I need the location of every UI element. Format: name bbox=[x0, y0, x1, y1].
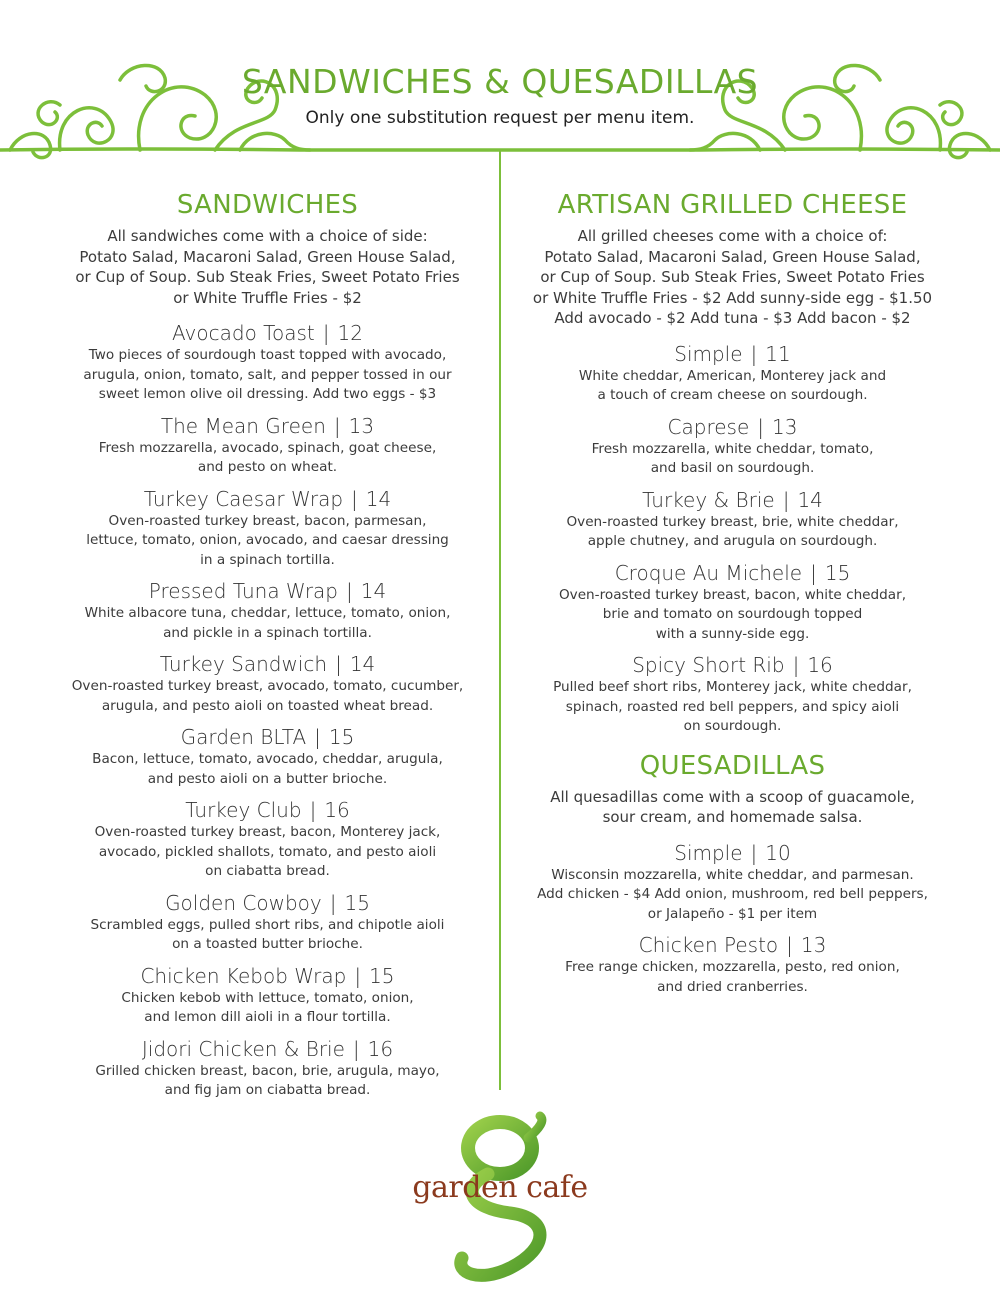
section-title-grilled-cheese: ARTISAN GRILLED CHEESE bbox=[557, 190, 908, 220]
menu-item-name: Croque Au Michele bbox=[614, 560, 803, 585]
section-intro-sandwiches bbox=[40, 226, 495, 308]
menu-item-title bbox=[40, 724, 495, 750]
menu-item-description: Oven-roasted turkey breast, brie, white cheddar, bbox=[566, 513, 899, 530]
menu-item-title bbox=[40, 963, 495, 989]
menu-item bbox=[40, 413, 495, 478]
menu-item-name: Simple bbox=[674, 341, 743, 366]
menu-item bbox=[505, 932, 960, 997]
menu-item-description: Two pieces of sourdough toast topped with avocado, bbox=[88, 347, 447, 363]
menu-item-title bbox=[40, 651, 495, 677]
intro-line: All sandwiches come with a choice of side: bbox=[107, 227, 428, 245]
menu-item-name: Avocado Toast bbox=[172, 321, 315, 345]
menu-item-price: 13 bbox=[348, 413, 375, 438]
menu-item-description: Pulled beef short ribs, Monterey jack, white cheddar, bbox=[553, 679, 912, 695]
menu-item-description: Oven-roasted turkey breast, bacon, Monterey jack, bbox=[94, 824, 441, 840]
menu-item-title bbox=[40, 413, 495, 439]
menu-item bbox=[40, 578, 495, 643]
right-column bbox=[505, 190, 960, 1005]
menu-item-title bbox=[40, 578, 495, 604]
menu-item-name: Turkey Caesar Wrap bbox=[143, 486, 344, 511]
menu-item-description: spinach, roasted red bell peppers, and spicy aioli bbox=[565, 698, 900, 715]
section-intro-quesadillas bbox=[505, 787, 960, 828]
price-separator: | bbox=[351, 486, 358, 511]
menu-item-description: Free range chicken, mozzarella, pesto, red onion, bbox=[565, 959, 900, 975]
menu-item-name: Caprese bbox=[667, 414, 750, 439]
price-separator: | bbox=[333, 413, 341, 438]
menu-item-name: Garden BLTA bbox=[180, 725, 307, 749]
menu-item-description: Wisconsin mozzarella, white cheddar, and parmesan. bbox=[551, 866, 914, 883]
menu-item-description: brie and tomato on sourdough topped bbox=[602, 606, 863, 622]
menu-item-description: Oven-roasted turkey breast, bacon, parmesan, bbox=[108, 512, 427, 529]
menu-item-description: and pesto on wheat. bbox=[197, 459, 338, 475]
menu-item-title bbox=[505, 560, 960, 586]
menu-item-title bbox=[40, 320, 495, 346]
menu-item-name: Golden Cowboy bbox=[165, 890, 322, 915]
price-separator: | bbox=[757, 414, 765, 439]
price-separator: | bbox=[750, 840, 758, 865]
menu-item-description: on sourdough. bbox=[683, 718, 782, 734]
menu-item-price: 14 bbox=[365, 486, 392, 511]
menu-item-description: Add chicken - $4 Add onion, mushroom, red bell peppers, bbox=[537, 886, 928, 902]
menu-item-title bbox=[505, 652, 960, 678]
menu-item-title bbox=[505, 932, 960, 958]
menu-item-description: Grilled chicken breast, bacon, brie, arugula, mayo, bbox=[95, 1062, 440, 1079]
menu-item bbox=[40, 320, 495, 405]
logo-text: garden cafe bbox=[412, 1170, 588, 1205]
section-title-quesadillas: QUESADILLAS bbox=[639, 750, 826, 781]
menu-item bbox=[505, 341, 960, 406]
menu-item-name: Pressed Tuna Wrap bbox=[148, 579, 338, 603]
menu-item-description: sweet lemon olive oil dressing. Add two eggs - $3 bbox=[98, 386, 437, 402]
menu-item-description: and pickle in a spinach tortilla. bbox=[163, 624, 372, 641]
menu-item-price: 15 bbox=[328, 725, 355, 749]
intro-line: Add avocado - $2 Add tuna - $3 Add bacon - $2 bbox=[554, 309, 911, 327]
menu-item-description: in a spinach tortilla. bbox=[200, 551, 335, 568]
price-separator: | bbox=[314, 725, 321, 749]
menu-item-description: lettuce, tomato, onion, avocado, and caesar dressing bbox=[86, 532, 449, 548]
price-separator: | bbox=[322, 321, 330, 345]
menu-item-description: Chicken kebob with lettuce, tomato, onion, bbox=[121, 989, 414, 1006]
menu-item-price: 15 bbox=[344, 890, 370, 915]
price-separator: | bbox=[750, 341, 758, 366]
menu-item-name: Spicy Short Rib bbox=[632, 653, 785, 677]
left-column bbox=[40, 190, 495, 1109]
menu-item-description: and dried cranberries. bbox=[657, 978, 808, 995]
intro-line: sour cream, and homemade salsa. bbox=[602, 808, 863, 826]
menu-item-description: apple chutney, and arugula on sourdough. bbox=[587, 533, 878, 549]
menu-item bbox=[505, 840, 960, 925]
intro-line: Potato Salad, Macaroni Salad, Green House Salad, bbox=[79, 247, 456, 266]
menu-item bbox=[505, 487, 960, 552]
menu-item-description: Fresh mozzarella, avocado, spinach, goat cheese, bbox=[98, 439, 437, 456]
menu-item bbox=[40, 651, 495, 716]
menu-item-title bbox=[40, 797, 495, 823]
page-title: SANDWICHES & QUESADILLAS bbox=[241, 62, 759, 101]
price-separator: | bbox=[335, 652, 342, 676]
menu-item-price: 16 bbox=[324, 798, 350, 822]
menu-item-name: Chicken Kebob Wrap bbox=[140, 963, 347, 988]
menu-item-description: White cheddar, American, Monterey jack and bbox=[578, 367, 887, 384]
menu-item-description: on ciabatta bread. bbox=[205, 863, 330, 879]
intro-line: or White Truffle Fries - $2 bbox=[173, 288, 362, 307]
menu-item-title bbox=[505, 414, 960, 440]
menu-item-title bbox=[505, 840, 960, 866]
intro-line: All quesadillas come with a scoop of guacamole, bbox=[550, 787, 915, 806]
intro-line: or Cup of Soup. Sub Steak Fries, Sweet Potato Fries bbox=[540, 268, 925, 286]
menu-item-price: 15 bbox=[824, 560, 851, 585]
price-separator: | bbox=[786, 933, 793, 957]
menu-item-title bbox=[40, 890, 495, 916]
menu-item bbox=[40, 486, 495, 571]
menu-item-description: a touch of cream cheese on sourdough. bbox=[597, 387, 868, 403]
menu-item-price: 16 bbox=[807, 653, 833, 677]
menu-item-description: and lemon dill aioli in a flour tortilla. bbox=[144, 1009, 391, 1025]
menu-item-price: 12 bbox=[337, 321, 363, 345]
menu-item-title bbox=[505, 487, 960, 513]
menu-item-name: Simple bbox=[674, 840, 743, 865]
menu-item-description: Oven-roasted turkey breast, avocado, tomato, cucumber, bbox=[71, 678, 464, 694]
menu-item-name: Turkey Club bbox=[185, 798, 302, 822]
menu-item bbox=[40, 1036, 495, 1101]
price-separator: | bbox=[309, 798, 317, 822]
menu-item bbox=[40, 797, 495, 882]
menu-item-description: and fig jam on ciabatta bread. bbox=[164, 1082, 371, 1098]
menu-item-description: avocado, pickled shallots, tomato, and pesto aioli bbox=[98, 843, 437, 860]
menu-item-title bbox=[40, 486, 495, 512]
menu-item bbox=[40, 963, 495, 1028]
section-intro-grilled-cheese bbox=[505, 226, 960, 329]
price-separator: | bbox=[792, 653, 800, 677]
menu-item-name: Turkey Sandwich bbox=[159, 652, 328, 676]
quesadillas-section bbox=[505, 751, 960, 998]
menu-item-description: Oven-roasted turkey breast, bacon, white cheddar, bbox=[558, 586, 907, 603]
menu-item-description: arugula, and pesto aioli on toasted wheat bread. bbox=[101, 697, 434, 714]
price-separator: | bbox=[782, 487, 790, 512]
price-separator: | bbox=[329, 890, 337, 915]
menu-item-name: Turkey & Brie bbox=[642, 487, 775, 512]
menu-item-description: White albacore tuna, cheddar, lettuce, tomato, onion, bbox=[84, 605, 451, 621]
menu-item-description: or Jalapeño - $1 per item bbox=[647, 905, 818, 922]
sandwiches-list bbox=[40, 320, 495, 1101]
menu-item-description: and pesto aioli on a butter brioche. bbox=[147, 770, 388, 787]
menu-item-description: and basil on sourdough. bbox=[650, 460, 815, 476]
menu-item-description: Bacon, lettuce, tomato, avocado, cheddar, arugula, bbox=[92, 751, 443, 767]
intro-line: or Cup of Soup. Sub Steak Fries, Sweet Potato Fries bbox=[75, 268, 460, 286]
page-subtitle: Only one substitution request per menu item. bbox=[305, 108, 695, 128]
grilled-cheese-list bbox=[505, 341, 960, 737]
menu-item-name: Jidori Chicken & Brie bbox=[141, 1036, 345, 1061]
price-separator: | bbox=[354, 963, 362, 988]
menu-item-title bbox=[40, 1036, 495, 1062]
intro-line: or White Truffle Fries - $2 Add sunny-side egg - $1.50 bbox=[532, 288, 933, 307]
menu-item bbox=[40, 724, 495, 789]
menu-item-price: 14 bbox=[360, 579, 387, 603]
garden-cafe-logo bbox=[400, 1108, 600, 1288]
menu-item bbox=[505, 560, 960, 645]
menu-item-description: on a toasted butter brioche. bbox=[172, 936, 363, 952]
menu-item bbox=[505, 652, 960, 737]
menu-item-price: 13 bbox=[772, 414, 798, 439]
intro-line: Potato Salad, Macaroni Salad, Green House Salad, bbox=[544, 247, 921, 266]
menu-item-name: Chicken Pesto bbox=[638, 933, 779, 957]
intro-line: All grilled cheeses come with a choice of: bbox=[577, 227, 888, 245]
quesadillas-list bbox=[505, 840, 960, 998]
menu-item-price: 11 bbox=[765, 341, 791, 366]
price-separator: | bbox=[352, 1036, 360, 1061]
menu-item-price: 10 bbox=[765, 840, 791, 865]
menu-item bbox=[505, 414, 960, 479]
menu-item-price: 14 bbox=[797, 487, 823, 512]
menu-item bbox=[40, 890, 495, 955]
menu-item-description: with a sunny-side egg. bbox=[655, 625, 810, 642]
section-title-sandwiches: SANDWICHES bbox=[176, 190, 359, 220]
menu-item-price: 15 bbox=[369, 963, 395, 988]
price-separator: | bbox=[346, 579, 353, 603]
menu-item-name: The Mean Green bbox=[160, 413, 326, 438]
price-separator: | bbox=[810, 560, 817, 585]
menu-item-price: 14 bbox=[349, 652, 376, 676]
menu-item-title bbox=[505, 341, 960, 367]
menu-item-description: Fresh mozzarella, white cheddar, tomato, bbox=[591, 440, 874, 457]
menu-item-description: arugula, onion, tomato, salt, and pepper tossed in our bbox=[83, 366, 452, 383]
menu-item-description: Scrambled eggs, pulled short ribs, and chipotle aioli bbox=[90, 916, 445, 933]
menu-item-price: 13 bbox=[800, 933, 827, 957]
menu-item-price: 16 bbox=[367, 1036, 394, 1061]
